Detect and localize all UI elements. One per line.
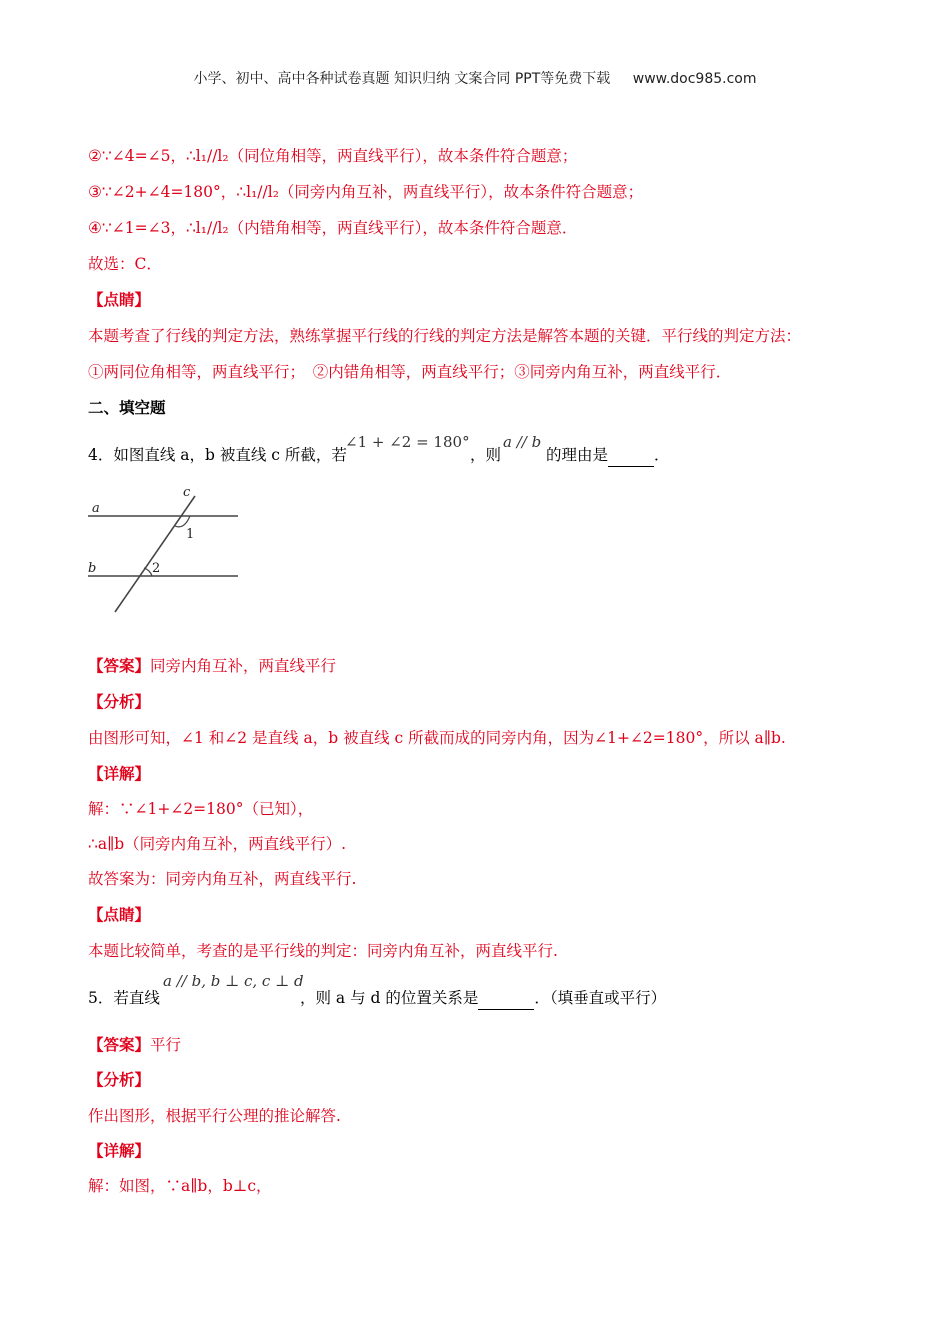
q4-analysis-label: 【分析】 xyxy=(88,692,151,711)
q5-suffix: ．（填垂直或平行） xyxy=(534,989,667,1007)
label-a: a xyxy=(92,501,100,516)
q4-detail2: ∴a∥b（同旁内角互补，两直线平行）. xyxy=(88,835,347,853)
q4-mid: ，则 xyxy=(470,446,502,464)
q5-blank[interactable] xyxy=(478,987,534,1010)
label-1: 1 xyxy=(186,527,195,542)
q4-answer-text: 同旁内角互补，两直线平行 xyxy=(150,657,337,675)
q4-tip-label: 【点睛】 xyxy=(88,905,151,924)
header-site[interactable]: www.doc985.com xyxy=(632,71,757,87)
label-c: c xyxy=(183,485,191,500)
q4-stem xyxy=(88,444,347,466)
line-c xyxy=(115,496,195,612)
q4-suffix: 的理由是 xyxy=(546,446,609,464)
q3-tip-line1: 本题考查了行线的判定方法，熟练掌握平行线的行线的判定方法是解答本题的关键．平行线的判定方法： xyxy=(88,327,802,345)
parallel-lines-diagram xyxy=(80,484,250,616)
q3-tip-label: 【点睛】 xyxy=(88,290,151,309)
q4-formula2: a // b xyxy=(503,433,542,451)
q3-choice: 故选：C． xyxy=(88,255,162,273)
q4-detail-label: 【详解】 xyxy=(88,764,151,783)
q3-item3: ③∵∠2+∠4=180°，∴l₁//l₂（同旁内角互补，两直线平行），故本条件符合题意； xyxy=(88,183,644,201)
q5-answer-text: 平行 xyxy=(150,1036,182,1054)
q5-analysis: 作出图形，根据平行公理的推论解答. xyxy=(88,1107,341,1125)
q3-item2: ②∵∠4=∠5，∴l₁//l₂（同位角相等，两直线平行），故本条件符合题意； xyxy=(88,147,578,165)
q5-detail1: 解：如图，∵a∥b，b⊥c， xyxy=(88,1177,272,1195)
label-b: b xyxy=(88,561,97,576)
q4-blank[interactable] xyxy=(608,444,654,467)
header-text: 小学、初中、高中各种试卷真题 知识归纳 文案合同 PPT等免费下载 xyxy=(193,71,611,87)
q4-formula: ∠1 + ∠2 = 180° xyxy=(345,433,470,451)
q4-detail1: 解：∵∠1+∠2=180°（已知）， xyxy=(88,800,314,818)
q5-prefix: 5．若直线 xyxy=(88,989,160,1007)
page-header xyxy=(0,68,950,88)
q4-answer xyxy=(88,655,336,677)
q5-analysis-label: 【分析】 xyxy=(88,1070,151,1089)
label-2: 2 xyxy=(152,561,161,576)
q4-tip: 本题比较简单，考查的是平行线的判定：同旁内角互补，两直线平行. xyxy=(88,942,558,960)
q4-end: ． xyxy=(654,446,670,464)
q5-answer-label: 【答案】 xyxy=(88,1035,151,1054)
q5-detail-label: 【详解】 xyxy=(88,1141,151,1160)
q4-answer-label: 【答案】 xyxy=(88,656,151,675)
q4-analysis: 由图形可知，∠1 和∠2 是直线 a，b 被直线 c 所截而成的同旁内角，因为∠1+∠2=180°，所以 a∥b. xyxy=(88,729,786,747)
q3-tip-line2: ①两同位角相等，两直线平行； ②内错角相等，两直线平行；③同旁内角互补，两直线平行． xyxy=(88,363,732,381)
q5-mid: ，则 a 与 d 的位置关系是 xyxy=(300,989,479,1007)
q4-prefix: 4．如图直线 a，b 被直线 c 所截，若 xyxy=(88,446,347,464)
q4-detail3: 故答案为：同旁内角互补，两直线平行. xyxy=(88,870,357,888)
section-title: 二、填空题 xyxy=(88,398,166,417)
q5-answer xyxy=(88,1034,181,1056)
q4-suffix-wrap xyxy=(546,444,670,467)
q3-item4: ④∵∠1=∠3，∴l₁//l₂（内错角相等，两直线平行），故本条件符合题意． xyxy=(88,219,578,237)
q5-stem-rest xyxy=(300,987,666,1010)
q5-formula: a // b, b ⊥ c, c ⊥ d xyxy=(163,972,304,990)
